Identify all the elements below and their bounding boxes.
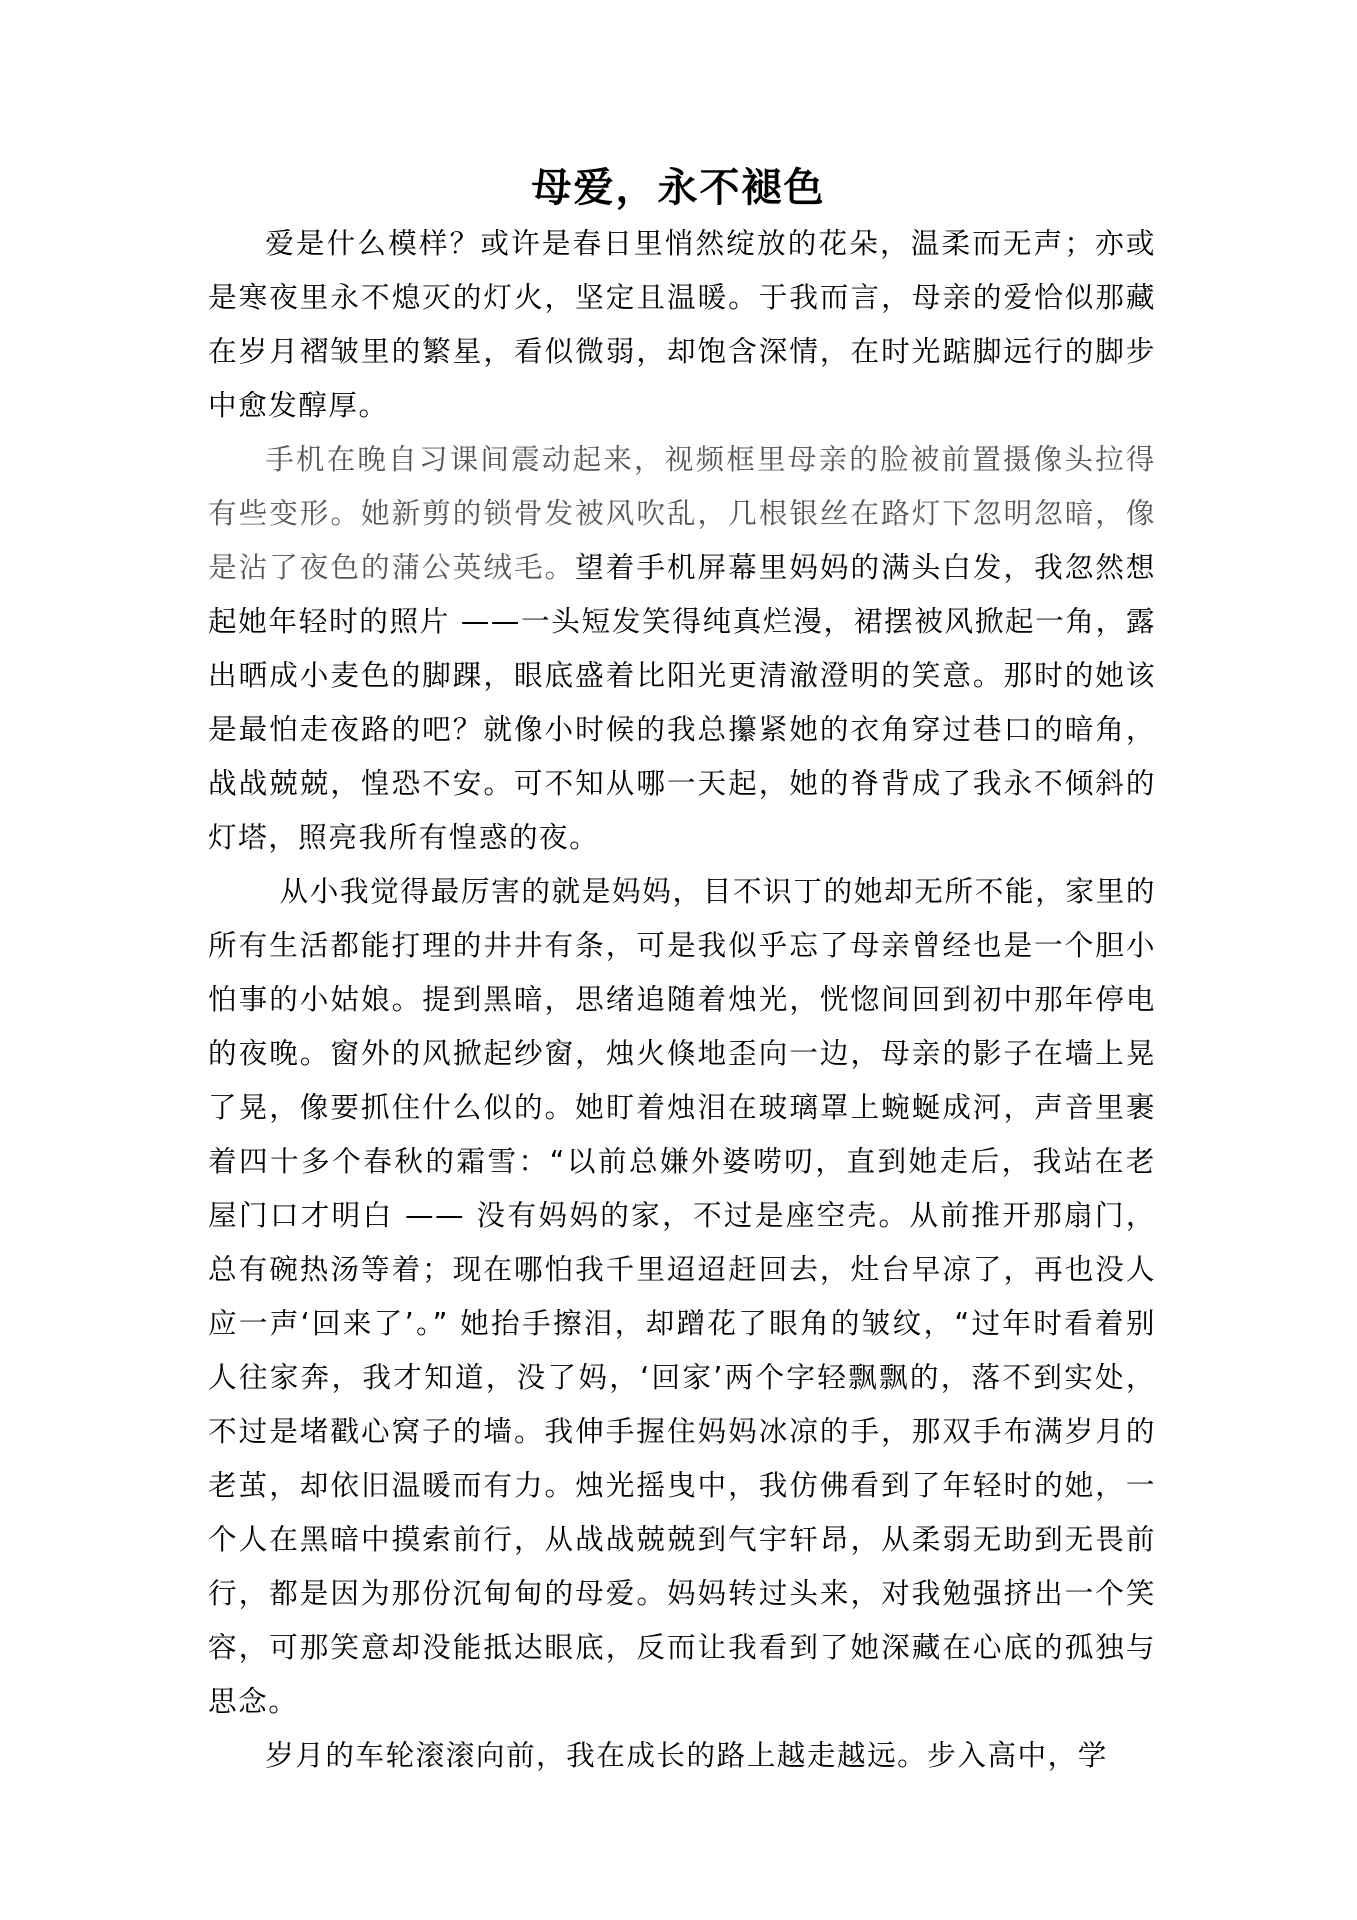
document-title: 母爱，永不褪色: [531, 164, 826, 211]
paragraph-video-call: [208, 432, 1156, 864]
article-body: [208, 216, 1156, 1782]
paragraph-growing-up: 岁月的车轮滚滚向前，我在成长的路上越走越远。步入高中，学: [265, 1738, 1108, 1772]
paragraph-power-outage: 从小我觉得最厉害的就是妈妈，目不识丁的她却无所不能，家里的所有生活都能打理的井井有条，可是我似乎忘了母亲曾经也是一个胆小怕事的小姑娘。提到黑暗，思绪追随着烛光，恍惚间回到初中那年停电的夜晚。窗外的风掀起纱窗，烛火倏地歪向一边，母亲的影子在墙上晃了晃，像要抓住什么似的。她盯着烛泪在玻璃罩上蜿蜒成河，声音里裹着四十多个春秋的霜雪：“以前总嫌外婆唠叨，直到她走后，我站在老屋门口才明白 —— 没有妈妈的家，不过是座空壳。从前推开那扇门，总有碗热汤等着；现在哪怕我千里迢迢赶回去，灶台早凉了，再也没人应一声‘回来了’。” 她抬手擦泪，却蹭花了眼角的皱纹，“过年时看着别人往家奔，我才知道，没了妈，‘回家’两个字轻飘飘的，落不到实处，不过是堵戳心窝子的墙。我伸手握住妈妈冰凉的手，那双手布满岁月的老茧，却依旧温暖而有力。烛光摇曳中，我仿佛看到了年轻时的她，一个人在黑暗中摸索前行，从战战兢兢到气宇轩昂，从柔弱无助到无畏前行，都是因为那份沉甸甸的母爱。妈妈转过头来，对我勉强挤出一个笑容，可那笑意却没能抵达眼底，反而让我看到了她深藏在心底的孤独与思念。: [208, 874, 1156, 1718]
paragraph-video-call-rest: 望着手机屏幕里妈妈的满头白发，我忽然想起她年轻时的照片 ——一头短发笑得纯真烂漫，裙摆被风掀起一角，露出晒成小麦色的脚踝，眼底盛着比阳光更清澈澄明的笑意。那时的她该是最怕走夜路的吧？就像小时候的我总攥紧她的衣角穿过巷口的暗角，战战兢兢，惶恐不安。可不知从哪一天起，她的脊背成了我永不倾斜的灯塔，照亮我所有惶惑的夜。: [208, 550, 1156, 854]
paragraph-intro: 爱是什么模样？或许是春日里悄然绽放的花朵，温柔而无声；亦或是寒夜里永不熄灭的灯火，坚定且温暖。于我而言，母亲的爱恰似那藏在岁月褶皱里的繁星，看似微弱，却饱含深情，在时光踮脚远行的脚步中愈发醇厚。: [208, 226, 1156, 422]
paragraph-video-call-lead: 手机在晚自习课间震动起来，视频框里母亲的脸被前置摄像头拉得有些变形。她新剪的锁骨发被风吹乱，几根银丝在路灯下忽明忽暗，像是沾了夜色的蒲公英绒毛。: [208, 442, 1156, 584]
